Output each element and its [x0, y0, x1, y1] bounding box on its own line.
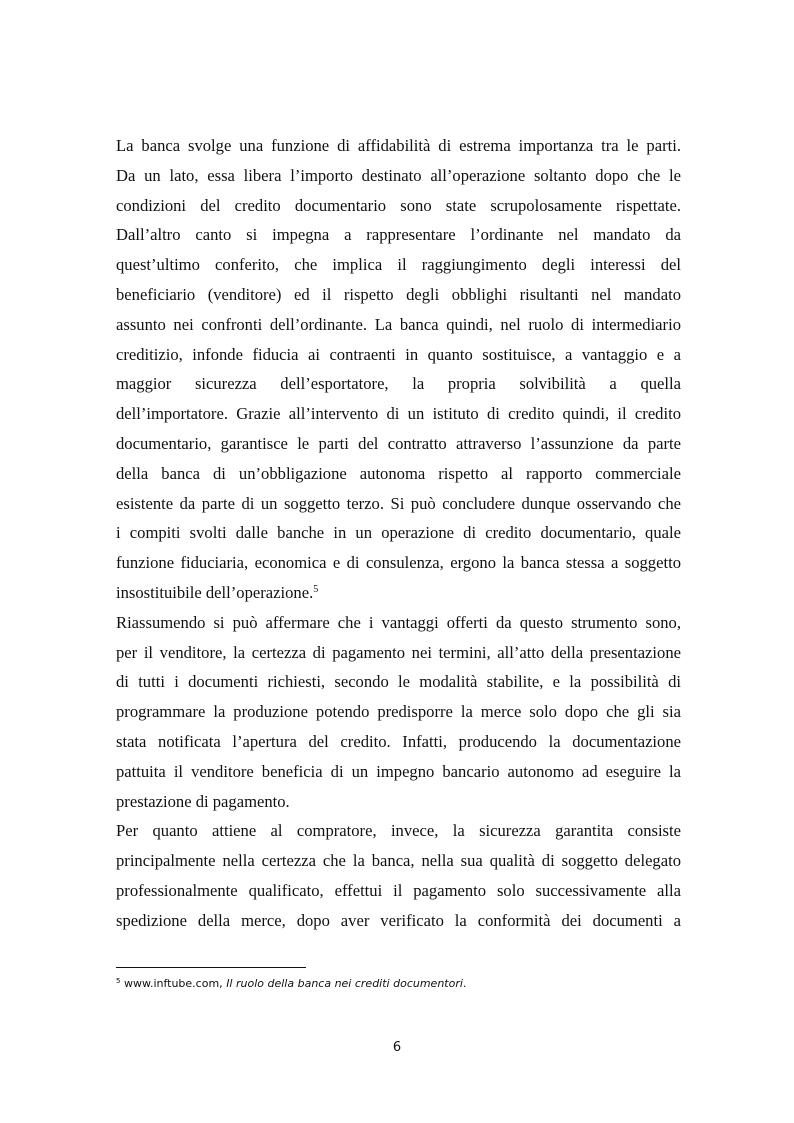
body-line: funzione fiduciaria, economica e di consulenza, ergono la banca stessa a soggetto: [116, 553, 681, 573]
body-line: La banca svolge una funzione di affidabilità di estrema importanza tra le parti.: [116, 136, 681, 155]
footnote-title: Il ruolo della banca nei crediti documentori: [226, 977, 463, 990]
body-line: Dall’altro canto si impegna a rappresentare l’ordinante nel mandato da: [116, 225, 681, 245]
body-line: prestazione di pagamento.: [116, 791, 290, 811]
body-line: Riassumendo si può affermare che i vantaggi offerti da questo strumento sono,: [116, 612, 681, 632]
body-line: della banca di un’obbligazione autonoma rispetto al rapporto commerciale: [116, 463, 681, 483]
footnote-source[interactable]: www.inftube.com,: [123, 977, 223, 990]
body-line: i compiti svolti dalle banche in un operazione di credito documentario, quale: [116, 523, 681, 543]
body-text: [116, 131, 681, 936]
body-line: dell’importatore. Grazie all’intervento di un istituto di credito quindi, il credito: [116, 404, 681, 424]
footnote-end: .: [462, 977, 467, 990]
body-line: beneficiario (venditore) ed il rispetto degli obblighi risultanti nel mandato: [116, 284, 681, 304]
body-line: spedizione della merce, dopo aver verificato la conformità dei documenti a: [116, 910, 681, 930]
body-line: esistente da parte di un soggetto terzo. Si può concludere dunque osservando che: [116, 493, 681, 513]
body-line: creditizio, infonde fiducia ai contraenti in quanto sostituisce, a vantaggio e a: [116, 344, 681, 364]
body-line: Per quanto attiene al compratore, invece, la sicurezza garantita consiste: [116, 821, 681, 841]
body-line: [116, 578, 681, 608]
body-line: per il venditore, la certezza di pagamento nei termini, all’atto della presentazione: [116, 642, 681, 662]
footnote-reference[interactable]: 5: [313, 583, 319, 595]
body-line: principalmente nella certezza che la banca, nella sua qualità di soggetto delegato: [116, 851, 681, 871]
body-line: Da un lato, essa libera l’importo destinato all’operazione soltanto dopo che le: [116, 165, 681, 185]
body-line: professionalmente qualificato, effettui il pagamento solo successivamente alla: [116, 880, 681, 900]
body-line-text: insostituibile dell’operazione.: [116, 582, 314, 602]
page-number: 6: [392, 1040, 402, 1055]
body-line: pattuita il venditore beneficia di un impegno bancario autonomo ad eseguire la: [116, 761, 681, 781]
footnote-number: 5: [116, 977, 121, 985]
body-line: di tutti i documenti richiesti, secondo le modalità stabilite, e la possibilità di: [116, 672, 681, 692]
body-line: condizioni del credito documentario sono state scrupolosamente rispettate.: [116, 195, 681, 215]
body-line: programmare la produzione potendo predisporre la merce solo dopo che gli sia: [116, 702, 681, 722]
body-line: assunto nei confronti dell’ordinante. La banca quindi, nel ruolo di intermediario: [116, 314, 681, 334]
body-line: quest’ultimo conferito, che implica il raggiungimento degli interessi del: [116, 255, 681, 275]
body-line: stata notificata l’apertura del credito. Infatti, producendo la documentazione: [116, 731, 681, 751]
footnote-divider: [116, 967, 306, 968]
body-line: maggior sicurezza dell’esportatore, la propria solvibilità a quella: [116, 374, 681, 394]
footnote: [116, 976, 466, 992]
body-line: documentario, garantisce le parti del contratto attraverso l’assunzione da parte: [116, 433, 681, 453]
